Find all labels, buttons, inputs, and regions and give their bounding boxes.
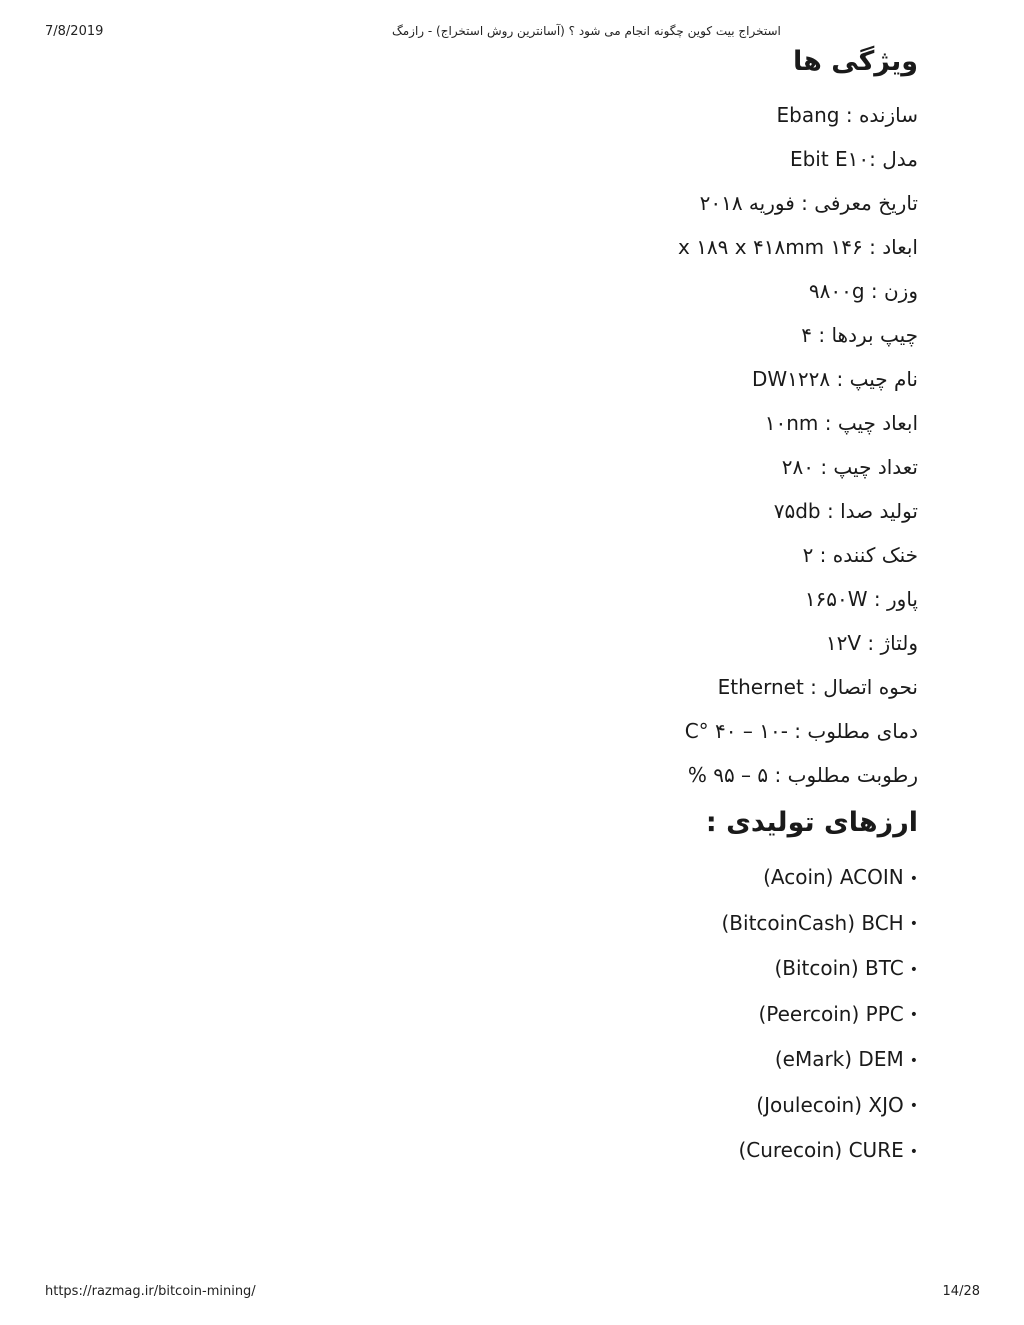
spec-model: مدل :Ebit E۱۰ [789, 147, 918, 171]
spec-temperature: دمای مطلوب : -۱۰ – ۴۰ °C [684, 719, 918, 743]
coin-label: (Acoin) ACOIN [763, 865, 904, 889]
spec-voltage: ولتاژ : ۱۲V [825, 631, 918, 655]
bullet-icon: • [909, 961, 918, 978]
spec-weight: وزن : ۹۸۰۰g [808, 279, 918, 303]
coin-item [318, 1128, 918, 1174]
coin-label: (eMark) DEM [774, 1047, 904, 1071]
bullet-icon: • [909, 916, 918, 932]
spec-manufacturer: سازنده : Ebang [776, 103, 918, 127]
coins-heading: ارزهای تولیدی : [705, 807, 918, 838]
coin-item [318, 901, 918, 947]
coin-item [318, 1037, 918, 1083]
bullet-icon: • [909, 1098, 918, 1114]
coin-label: (Peercoin) PPC [758, 1001, 904, 1026]
spec-power: پاور : ۱۶۵۰W [804, 587, 918, 611]
features-list [318, 93, 918, 797]
coin-item [318, 992, 918, 1038]
print-page-title: استخراج بیت کوین چگونه انجام می شود ؟ (آسانترین روش استخراج) - رازمگ [392, 24, 781, 38]
spec-connection: نحوه اتصال : Ethernet [717, 675, 918, 699]
spec-release-date: تاریخ معرفی : فوریه ۲۰۱۸ [699, 191, 918, 215]
coin-item [318, 1083, 918, 1129]
features-heading: ویژگی ها [793, 46, 918, 77]
spec-chip-size: ابعاد چیپ : ۱۰nm [764, 411, 918, 435]
coins-list [318, 855, 918, 1174]
bullet-icon: • [909, 870, 918, 887]
spec-chip-boards: چیپ بردها : ۴ [801, 323, 918, 347]
bullet-icon: • [909, 1007, 918, 1023]
spec-cooling: خنک کننده : ۲ [802, 543, 918, 567]
bullet-icon: • [909, 1052, 918, 1069]
coin-label: (Joulecoin) XJO [756, 1092, 904, 1117]
coin-label: (Curecoin) CURE [738, 1138, 904, 1162]
coin-label: (BitcoinCash) BCH [721, 910, 904, 935]
spec-humidity: رطوبت مطلوب : ۵ – ۹۵ % [687, 763, 918, 787]
spec-noise: تولید صدا : ۷۵db [773, 499, 918, 523]
print-url: https://razmag.ir/bitcoin-mining/ [45, 1284, 256, 1299]
spec-chip-name: نام چیپ : DW۱۲۲۸ [751, 367, 918, 391]
spec-chip-count: تعداد چیپ : ۲۸۰ [781, 455, 918, 479]
coin-item [318, 855, 918, 901]
bullet-icon: • [909, 1143, 918, 1160]
page-number: 14/28 [942, 1284, 980, 1299]
print-date: 7/8/2019 [45, 24, 104, 39]
coin-item [318, 946, 918, 992]
spec-dimensions: ابعاد : ۱۴۶ x ۱۸۹ x ۴۱۸mm [678, 235, 918, 259]
article-content [318, 42, 918, 1174]
coin-label: (Bitcoin) BTC [774, 956, 904, 980]
